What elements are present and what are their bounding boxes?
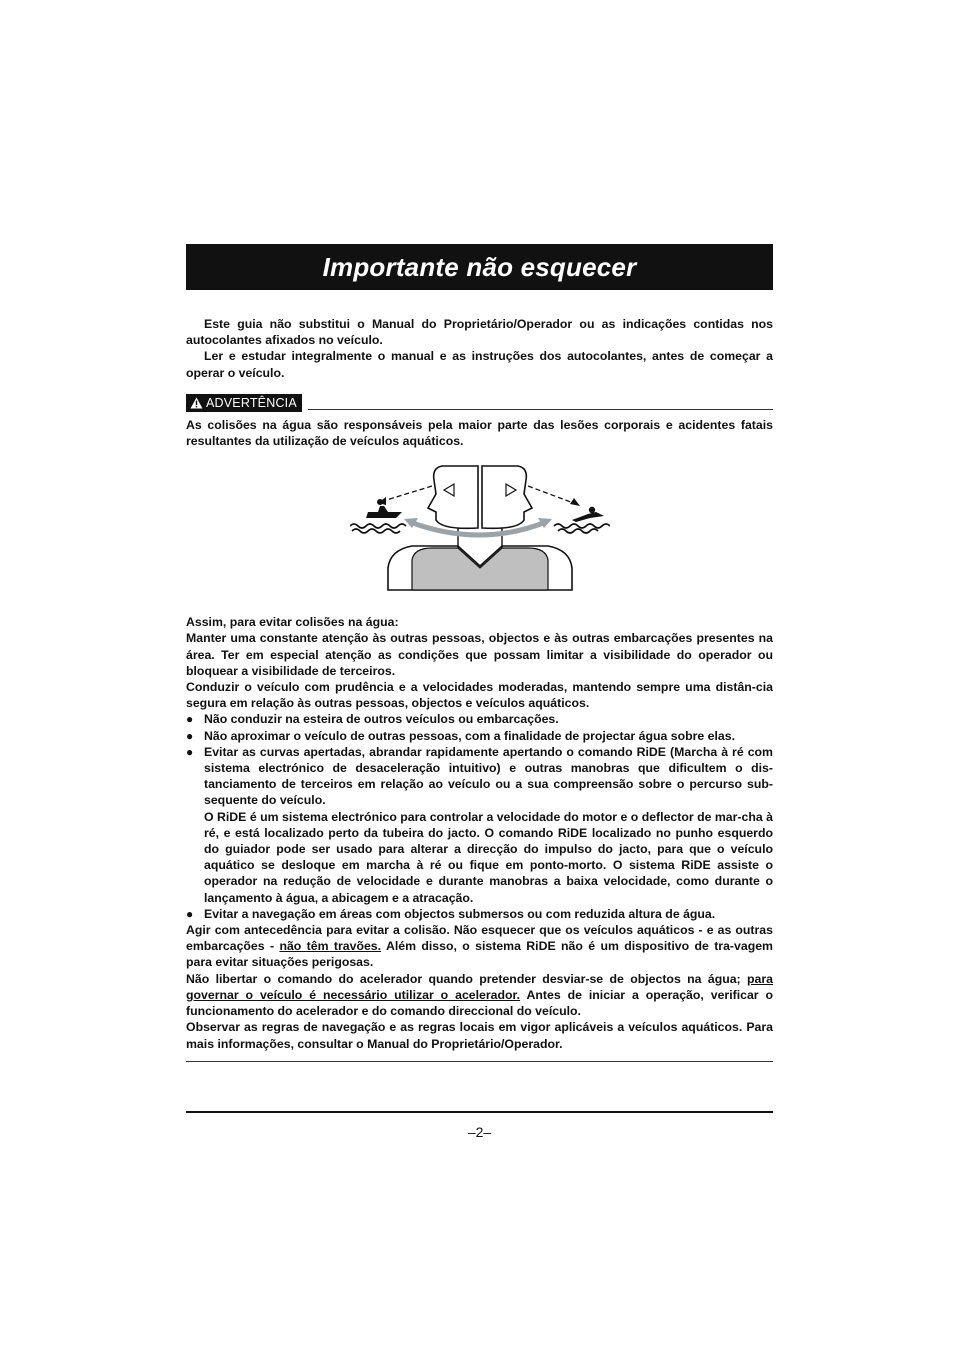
warning-badge bbox=[186, 394, 302, 412]
paragraph-4-text-b: Antes de iniciar a operação, verificar o funcionamento do acelerador e do comando direccional do veículo. bbox=[186, 987, 774, 1019]
body-paragraph-4 bbox=[186, 971, 773, 1020]
bullet-item bbox=[186, 711, 773, 727]
operator-looking-around-illustration bbox=[350, 464, 610, 592]
bullet-item bbox=[186, 728, 773, 744]
body-paragraph-2: Conduzir o veículo com prudência e a velocidades moderadas, mantendo sempre uma distân-cia segura em relação às outras pessoas, objectos e veículos aquáticos. bbox=[186, 680, 773, 711]
warning-header bbox=[186, 394, 773, 412]
intro-paragraph-1: Este guia não substitui o Manual do Proprietário/Operador ou as indicações contidas nos autocolantes afixados no veículo. bbox=[186, 317, 773, 348]
warning-end-divider bbox=[186, 1061, 773, 1062]
header-bar bbox=[186, 244, 773, 290]
body-heading: Assim, para evitar colisões na água: bbox=[186, 615, 399, 630]
bullet-item bbox=[186, 744, 773, 809]
paragraph-3-text-a: Agir com antecedência para evitar a colisão. Não esquecer que os veículos aquáticos - e as outras embarcações - bbox=[186, 923, 773, 954]
warning-divider bbox=[308, 409, 773, 410]
paragraph-3-text-b: Além disso, o sistema RiDE não é um dispositivo de tra-vagem para evitar situações perigosas. bbox=[186, 939, 773, 970]
bullet-text: Não aproximar o veículo de outras pessoas, com a finalidade de projectar água sobre elas. bbox=[204, 728, 735, 743]
bullet-icon: ● bbox=[186, 744, 194, 759]
bullet-sub-paragraph: O RiDE é um sistema electrónico para controlar a velocidade do motor e o deflector de mar-cha à ré, e está localizado perto da tubeira do jacto. O comando RiDE localizado no punho esquerdo do guiador pode ser usado para alterar a direcção do impulso do jacto, para que o veículo aquático se desloque em marcha à ré ou fique em ponto-morto. O sistema RiDE assiste o operador na redução de velocidade e durante manobras a baixa velocidade, como durante o lançamento à água, a abicagem e a atracação. bbox=[204, 809, 773, 905]
bullet-text: Evitar a navegação em áreas com objectos submersos ou com reduzida altura de água. bbox=[204, 906, 716, 921]
figure bbox=[186, 464, 773, 592]
warning-label: ADVERTÊNCIA bbox=[206, 395, 297, 410]
bullet-text: Evitar as curvas apertadas, abrandar rapidamente apertando o comando RiDE (Marcha à ré com sistema electrónico de desaceleração intuitivo) e outras manobras que dificultem o dis-tanciamento de terceiros em relação ao veículo ou a sua compreensão sobre o percurso sub-sequente do veículo. bbox=[204, 744, 773, 808]
page-title: Importante não esquecer bbox=[322, 251, 637, 282]
content bbox=[186, 316, 773, 1062]
intro-paragraph-2: Ler e estudar integralmente o manual e as instruções dos autocolantes, antes de começar a operar o veículo. bbox=[186, 349, 773, 380]
body-paragraph-3 bbox=[186, 922, 773, 971]
body-paragraph-5: Observar as regras de navegação e as regras locais em vigor aplicáveis a veículos aquáticos. Para mais informações, consultar o Manual do Proprietário/Operador. bbox=[186, 1020, 773, 1051]
bullet-icon: ● bbox=[186, 728, 194, 743]
paragraph-4-text-a: Não libertar o comando do acelerador quando pretender desviar-se de objectos na água; bbox=[186, 971, 748, 986]
paragraph-4-underlined: para governar o veículo é necessário utilizar o acelerador. bbox=[186, 971, 773, 1002]
bullet-text: Não conduzir na esteira de outros veículos ou embarcações. bbox=[204, 712, 559, 727]
page-number: –2– bbox=[467, 1124, 492, 1140]
bullet-icon: ● bbox=[186, 906, 194, 921]
warning-triangle-icon bbox=[190, 397, 203, 409]
bullet-icon: ● bbox=[186, 712, 194, 727]
warning-text: As colisões na água são responsáveis pela maior parte das lesões corporais e acidentes fatais resultantes da utilização de veículos aquáticos. bbox=[186, 417, 773, 449]
body-paragraph-1: Manter uma constante atenção às outras pessoas, objectos e às outras embarcações presentes na área. Ter em especial atenção as condições que possam limitar a visibilidade do operador ou bloquear a visibilidade de terceiros. bbox=[186, 631, 773, 678]
bullet-item bbox=[186, 906, 773, 922]
paragraph-3-underlined: não têm travões. bbox=[279, 939, 382, 954]
footer-divider bbox=[186, 1111, 773, 1113]
